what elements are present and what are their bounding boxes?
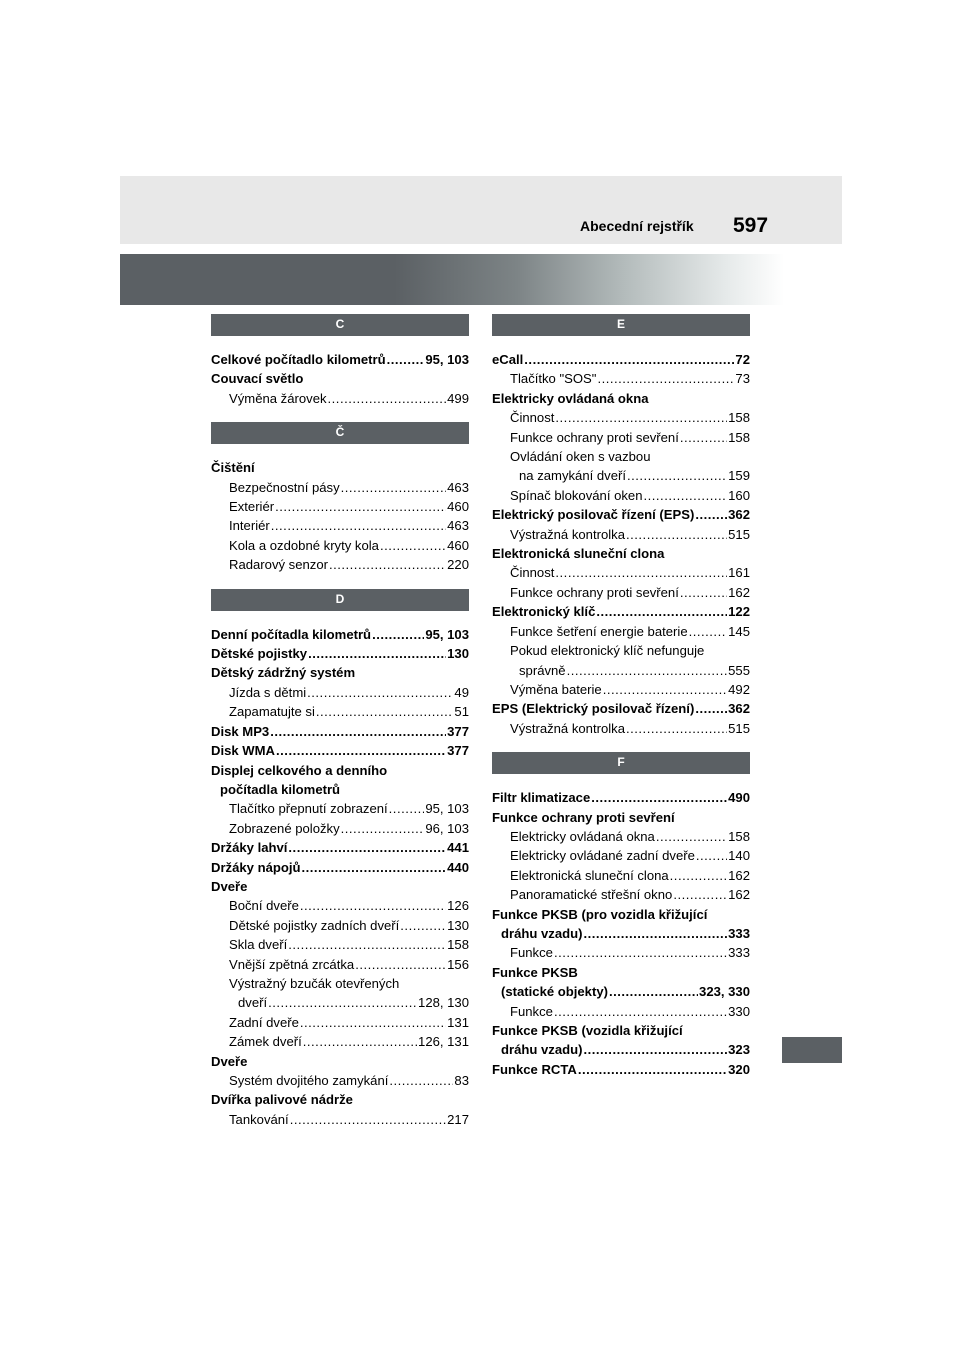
page-reference[interactable]: 362 [728,701,750,717]
dot-leader [268,993,417,1012]
index-entry[interactable] [211,741,469,760]
index-entry[interactable] [211,722,469,741]
index-entry[interactable] [211,799,469,818]
dot-leader [554,1002,727,1021]
index-entry [492,447,750,466]
page-reference[interactable]: 463 [447,479,469,495]
index-term: Disk MP3 [211,723,270,739]
index-entry [211,369,469,388]
page-reference[interactable]: 158 [728,828,750,844]
index-term: dveří [238,995,268,1011]
dot-leader [680,583,727,602]
page-reference[interactable]: 49 [454,684,469,700]
index-column-left [211,314,469,1129]
index-term: Jízda s dětmi [229,684,307,700]
page-reference[interactable]: 159 [728,468,750,484]
index-entry[interactable] [492,369,750,388]
dot-leader [329,555,446,574]
dot-leader [300,896,446,915]
dot-leader [627,466,727,485]
index-term: EPS (Elektrický posilovač řízení) [492,701,695,717]
index-entry [211,780,469,799]
page-reference[interactable]: 377 [447,743,469,759]
index-term: Funkce ochrany proti sevření [510,429,679,445]
index-entry[interactable] [492,1060,750,1079]
header-title: Abecední rejstřík [580,218,694,234]
index-entry[interactable] [211,819,469,838]
dot-leader [583,924,727,943]
dot-leader [270,722,446,741]
section-letter-header: E [492,314,750,336]
page-reference[interactable]: 490 [728,790,750,806]
index-entry[interactable] [492,563,750,582]
index-term: Filtr klimatizace [492,790,591,806]
dot-leader [275,497,446,516]
dot-leader [644,486,728,505]
dot-leader [316,702,454,721]
page-reference[interactable]: 492 [728,681,750,697]
section-letter-header: Č [211,422,469,444]
page-reference[interactable]: 323 [728,1042,750,1058]
index-term: Funkce PKSB [492,964,578,980]
index-term: Exteriér [229,499,275,515]
section-letter-header: C [211,314,469,336]
index-entry [492,641,750,660]
index-term: Interiér [229,518,270,534]
index-term: Funkce ochrany proti sevření [492,809,675,825]
index-column-right [492,314,750,1079]
page-reference[interactable]: 220 [447,557,469,573]
index-term: Funkce [510,1003,553,1019]
page-reference[interactable]: 130 [447,917,469,933]
index-entry[interactable] [492,719,750,738]
dot-leader [696,846,727,865]
index-entry[interactable] [492,866,750,885]
index-term: dráhu vzadu) [501,1042,583,1058]
index-entry[interactable] [492,699,750,718]
dot-leader [302,858,447,877]
page-reference[interactable]: 145 [728,623,750,639]
index-term: Činnost [510,410,555,426]
index-term: Bezpečnostní pásy [229,479,340,495]
index-term: Elektricky ovládaná okna [510,828,655,844]
page-reference[interactable]: 362 [728,507,750,523]
index-term: Funkce [510,945,553,961]
index-term: Výstražný bzučák otevřených [229,975,400,991]
dot-leader [303,1032,417,1051]
page-reference[interactable]: 156 [447,956,469,972]
index-term: Dětské pojistky zadních dveří [229,917,400,933]
page-reference[interactable]: 217 [447,1111,469,1127]
dot-leader [596,602,727,621]
index-entry [492,389,750,408]
dot-leader [554,943,727,962]
page-reference[interactable]: 463 [447,518,469,534]
dot-leader [591,788,727,807]
index-term: Činnost [510,565,555,581]
chapter-side-tab[interactable] [782,1037,842,1063]
page-reference[interactable]: 515 [728,720,750,736]
index-entry[interactable] [492,622,750,641]
dot-leader [276,741,446,760]
page-reference[interactable]: 158 [728,410,750,426]
dot-leader [695,505,727,524]
page-reference[interactable]: 128, 130 [418,995,469,1011]
index-entry[interactable] [211,1110,469,1129]
index-term: Čištění [211,460,255,476]
index-term: Funkce ochrany proti sevření [510,584,679,600]
page-reference[interactable]: 126, 131 [418,1034,469,1050]
page-reference[interactable]: 140 [728,848,750,864]
index-term: Zadní dveře [229,1014,299,1030]
index-entry[interactable] [492,846,750,865]
index-entry [211,1052,469,1071]
index-entry[interactable] [211,896,469,915]
index-term: Tlačítko "SOS" [510,371,597,387]
index-entry[interactable] [211,916,469,935]
index-entry[interactable] [211,993,469,1012]
index-term: Celkové počítadlo kilometrů [211,352,386,367]
page-reference[interactable]: 323, 330 [699,984,750,1000]
dot-leader [387,350,425,369]
index-entry [211,974,469,993]
page-reference[interactable]: 95, 103 [425,352,469,367]
index-term: Displej celkového a denního [211,762,388,778]
page-reference[interactable]: 499 [447,390,469,406]
index-term: Denní počítadla kilometrů [211,626,372,642]
dot-leader [583,1040,727,1059]
index-term: Radarový senzor [229,557,328,573]
dot-leader [555,408,727,427]
index-entry[interactable] [211,702,469,721]
index-entry[interactable] [211,1032,469,1051]
page-reference[interactable]: 162 [728,887,750,903]
index-term: Panoramatické střešní okno [510,887,673,903]
index-term: Systém dvojitého zamykání [229,1073,389,1088]
page-reference[interactable]: 51 [454,704,469,720]
index-term: Dveře [211,878,248,894]
dot-leader [355,955,446,974]
index-entry[interactable] [211,644,469,663]
index-term: Boční dveře [229,898,299,914]
index-entry[interactable] [211,536,469,555]
page-reference[interactable]: 320 [728,1061,750,1077]
dot-leader [626,719,727,738]
index-entry [211,458,469,477]
index-term: Výstražná kontrolka [510,720,625,736]
index-term: Elektricky ovládané zadní dveře [510,848,695,864]
index-term: Skla dveří [229,937,288,953]
index-term: Dveře [211,1053,248,1069]
index-term: Disk WMA [211,743,276,759]
index-term: Dvířka palivové nádrže [211,1092,353,1108]
dot-leader [341,819,425,838]
page-reference[interactable]: 555 [728,662,750,678]
index-entry[interactable] [211,516,469,535]
index-entry[interactable] [492,680,750,699]
index-term: Dětské pojistky [211,646,308,662]
index-entry[interactable] [211,1071,469,1090]
index-term: na zamykání dveří [519,468,626,484]
dot-leader [271,516,446,535]
index-entry[interactable] [211,478,469,497]
dot-leader [524,350,734,369]
page-reference[interactable]: 158 [447,937,469,953]
index-term: Funkce PKSB (vozidla křižující [492,1023,683,1038]
index-entry[interactable] [211,625,469,644]
index-entry[interactable] [492,924,750,943]
page-reference[interactable]: 160 [728,487,750,503]
dot-leader [567,661,728,680]
index-entry[interactable] [211,858,469,877]
index-entry[interactable] [492,602,750,621]
page-reference[interactable]: 161 [728,565,750,581]
index-entry [211,877,469,896]
page-number: 597 [733,214,769,237]
index-entry [492,544,750,563]
index-entry[interactable] [492,350,750,369]
index-entry [492,1021,750,1040]
index-entry[interactable] [211,555,469,574]
index-term: (statické objekty) [501,984,608,1000]
dot-leader [695,699,727,718]
index-entry[interactable] [211,350,469,369]
index-term: správně [519,662,566,678]
index-entry[interactable] [492,583,750,602]
index-entry[interactable] [492,885,750,904]
dot-leader [626,525,727,544]
dot-leader [670,866,727,885]
page-reference[interactable]: 95, 103 [425,801,469,817]
index-term: počítadla kilometrů [220,781,341,797]
section-letter-header: F [492,752,750,774]
page-reference[interactable]: 441 [447,840,469,856]
index-entry[interactable] [211,683,469,702]
index-entry[interactable] [492,525,750,544]
index-entry [211,1090,469,1109]
page-reference[interactable]: 130 [447,646,469,662]
dot-leader [372,625,424,644]
index-term: Tankování [229,1111,289,1127]
index-term: Dětský zádržný systém [211,665,356,681]
page-reference[interactable]: 122 [728,604,750,620]
index-term: Zámek dveří [229,1034,302,1050]
index-term: Výstražná kontrolka [510,526,625,542]
dot-leader [578,1060,727,1079]
page-reference[interactable]: 460 [447,499,469,515]
index-entry [211,663,469,682]
dot-leader [680,428,727,447]
dot-leader [308,644,446,663]
index-entry[interactable] [211,955,469,974]
index-entry [211,761,469,780]
index-entry[interactable] [492,1040,750,1059]
dot-leader [400,916,446,935]
page-reference[interactable]: 333 [728,945,750,961]
dot-leader [389,1071,453,1090]
page-reference[interactable]: 73 [735,371,750,387]
page-reference[interactable]: 515 [728,526,750,542]
dot-leader [597,369,734,388]
index-term: Elektronická sluneční clona [492,546,665,562]
dot-leader [290,1110,446,1129]
index-term: Kola a ozdobné kryty kola [229,537,379,553]
index-term: Držáky lahví [211,840,288,856]
page-reference[interactable]: 126 [447,898,469,914]
index-term: Ovládání oken s vazbou [510,449,651,465]
dot-leader [328,389,447,408]
index-term: Vnější zpětná zrcátka [229,956,355,972]
index-term: Elektronický klíč [492,604,596,620]
index-entry[interactable] [492,827,750,846]
index-term: Couvací světlo [211,371,304,387]
page-reference[interactable]: 377 [447,723,469,739]
page-reference[interactable]: 162 [728,867,750,883]
index-term: Držáky nápojů [211,859,301,875]
dot-leader [389,799,425,818]
index-term: Elektricky ovládaná okna [492,390,649,406]
page-reference[interactable]: 131 [447,1014,469,1030]
index-term: Zapamatujte si [229,704,315,720]
index-term: Výměna žárovek [229,390,327,406]
dot-leader [656,827,727,846]
section-letter-header: D [211,589,469,611]
index-entry[interactable] [492,408,750,427]
index-entry [492,963,750,982]
page-reference[interactable]: 95, 103 [425,626,469,642]
index-entry[interactable] [492,788,750,807]
index-entry[interactable] [211,935,469,954]
page-reference[interactable]: 158 [728,429,750,445]
dot-leader [300,1013,446,1032]
index-entry[interactable] [211,497,469,516]
index-term: Funkce šetření energie baterie [510,623,688,639]
dot-leader [307,683,453,702]
index-term: Pokud elektronický klíč nefunguje [510,643,705,659]
page-reference[interactable]: 96, 103 [425,820,469,836]
dot-leader [341,478,447,497]
index-term: Elektrický posilovač řízení (EPS) [492,507,695,523]
index-entry[interactable] [492,486,750,505]
index-entry[interactable] [211,1013,469,1032]
page-reference[interactable]: 162 [728,584,750,600]
index-entry[interactable] [492,661,750,680]
dot-leader [609,982,698,1001]
page-reference[interactable]: 333 [728,925,750,941]
index-term: Výměna baterie [510,681,602,697]
dot-leader [380,536,446,555]
index-entry [492,808,750,827]
dot-leader [689,622,728,641]
page-reference[interactable]: 72 [735,352,750,367]
index-term: Elektronická sluneční clona [510,867,669,883]
index-term: Funkce RCTA [492,1061,577,1077]
index-term: Spínač blokování oken [510,487,643,503]
index-term: dráhu vzadu) [501,925,583,941]
index-entry[interactable] [492,943,750,962]
dot-leader [603,680,727,699]
index-entry[interactable] [492,428,750,447]
page-reference[interactable]: 440 [447,859,469,875]
page-reference[interactable]: 83 [454,1073,469,1088]
page-reference[interactable]: 460 [447,537,469,553]
index-term: Tlačítko přepnutí zobrazení [229,801,388,817]
index-term: Funkce PKSB (pro vozidla křižující [492,906,708,922]
dot-leader [673,885,727,904]
index-term: Zobrazené položky [229,820,340,836]
index-entry[interactable] [492,982,750,1001]
decorative-banner [120,254,842,305]
index-entry[interactable] [211,389,469,408]
index-entry[interactable] [211,838,469,857]
dot-leader [288,935,446,954]
page-reference[interactable]: 330 [728,1003,750,1019]
index-entry[interactable] [492,505,750,524]
index-entry [492,905,750,924]
index-term: eCall [492,352,524,367]
dot-leader [288,838,446,857]
index-entry[interactable] [492,1002,750,1021]
index-entry[interactable] [492,466,750,485]
dot-leader [555,563,727,582]
